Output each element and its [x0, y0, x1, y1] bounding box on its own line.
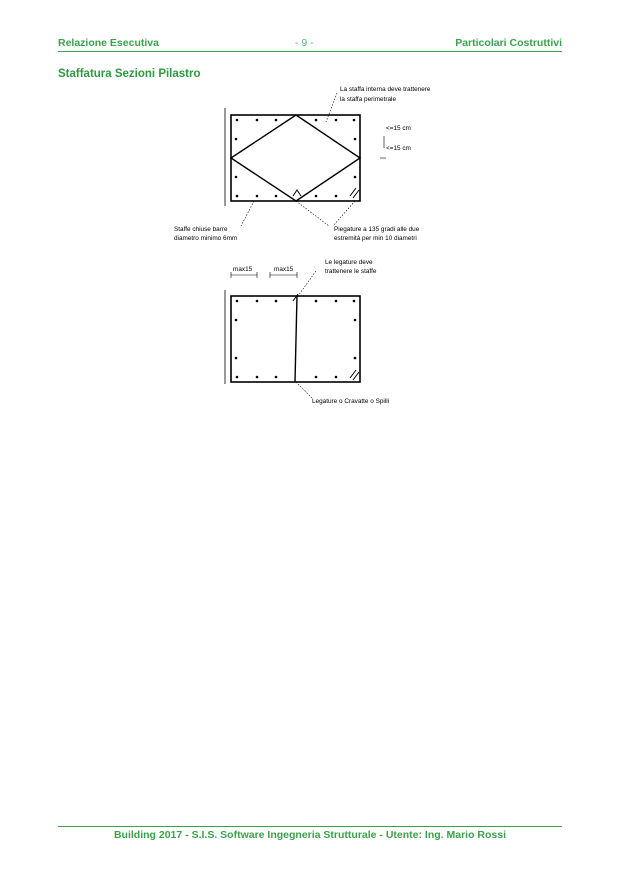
fig1-hook-corner [350, 188, 359, 198]
fig1-leader-closed [241, 201, 254, 226]
fig1-spacing-2: <=15 cm [386, 145, 411, 152]
fig2-note-tie-1: Le legature deve [325, 259, 373, 266]
fig2-hooks [293, 294, 359, 380]
fig1-leader-bend-b [333, 201, 355, 226]
fig2-note-tie-2: trattenere le staffe [325, 268, 377, 275]
header-right: Particolari Costruttivi [455, 37, 562, 49]
fig1-note-closed-2: diametro minimo 6mm [174, 235, 238, 242]
fig1-leader-bend-a [296, 201, 329, 226]
fig2-leader-ties [296, 382, 312, 398]
fig1-note-bend-1: Piegature a 135 gradi alle due [334, 226, 420, 233]
fig1-spacing-1: <=15 cm [386, 125, 411, 132]
fig2-note-ties: Legature o Cravatte o Spilli [312, 398, 390, 405]
fig1-note-inner-1: La staffa interna deve trattenere [340, 86, 431, 93]
header-left: Relazione Esecutiva [58, 37, 159, 49]
fig2-leader-tie [298, 271, 316, 296]
fig1-diamond-stirrup [231, 115, 360, 201]
fig2-dim-2: max15 [274, 266, 294, 273]
fig2-cross-tie [295, 296, 297, 382]
page-number: - 9 - [295, 37, 314, 49]
footer-rule [58, 826, 562, 827]
fig1-note-inner-2: la staffa perimetrale [340, 96, 397, 103]
fig1-hook-bottom [293, 190, 301, 196]
fig1-note-closed-1: Staffe chiuse barre [174, 226, 228, 233]
fig2-dim-1: max15 [233, 266, 253, 273]
fig1-note-bend-2: estremità per min 10 diametri [334, 235, 417, 242]
fig1-perimeter-stirrup [231, 115, 360, 201]
footer-text: Building 2017 - S.I.S. Software Ingegneria Strutturale - Utente: Ing. Mario Rossi [113, 829, 507, 841]
section-title: Staffatura Sezioni Pilastro [58, 68, 201, 80]
fig1-leader-inner [326, 93, 337, 122]
